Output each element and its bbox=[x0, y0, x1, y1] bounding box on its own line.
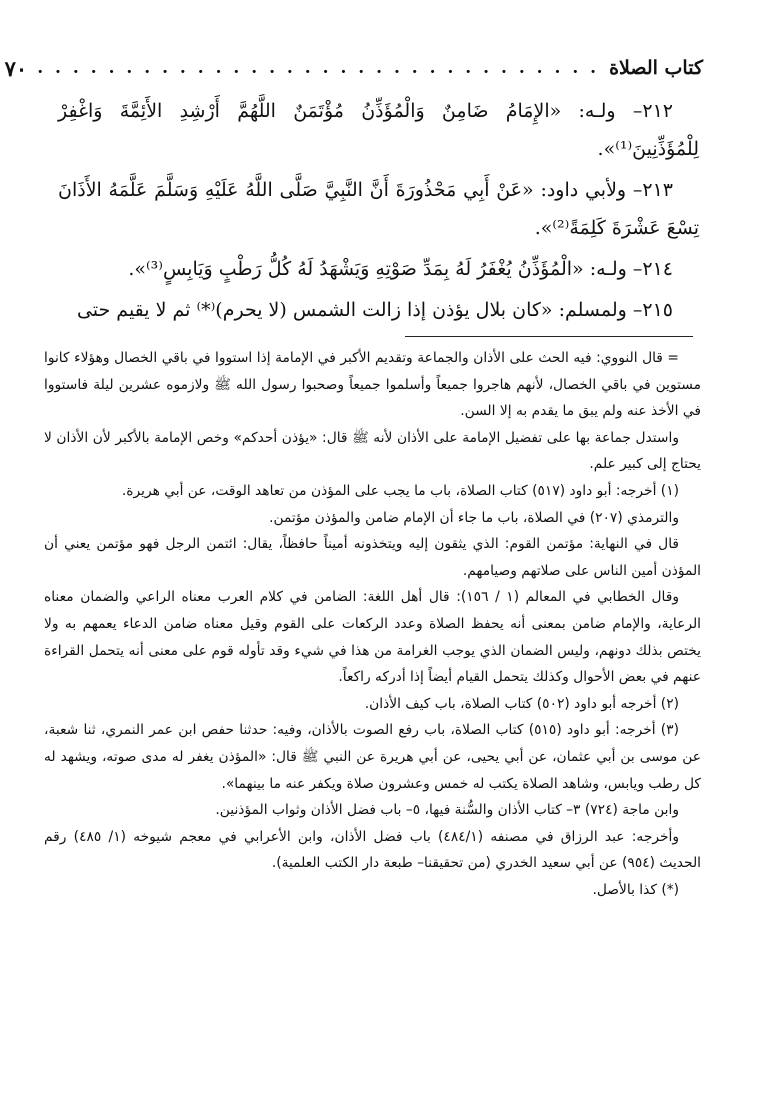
page-number: ٧٠ bbox=[4, 55, 28, 81]
book-title: كتاب الصلاة bbox=[609, 57, 703, 79]
hadith-213: ٢١٣– ولأبي داود: «عَنْ أَبِي مَحْذُورَةَ أَنَّ النَّبِيَّ صَلَّى اللَّهُ عَلَيْهِ وَسَلَّمَ عَلَّمَهُ الأَذَانَ تِسْعَ عَشْرَةَ كَلِمَةً⁽²⁾». bbox=[58, 179, 699, 239]
footnote-star: (*) كذا بالأصل. bbox=[592, 881, 679, 898]
main-text bbox=[58, 92, 699, 329]
footnote-1-nihaya: قال في النهاية: مؤتمن القوم: الذي يثقون إليه ويتخذونه أميناً حافظاً، يقال: ائتمن الرجل فهو مؤتمن يعني أن المؤذن أمين الناس على صلاتهم وصيامهم. bbox=[44, 536, 701, 579]
footnote-2: (٢) أخرجه أبو داود (٥٠٢) كتاب الصلاة، باب كيف الأذان. bbox=[364, 695, 679, 712]
footnote-1-tirmidhi: والترمذي (٢٠٧) في الصلاة، باب ما جاء أن الإمام ضامن والمؤذن مؤتمن. bbox=[269, 509, 679, 526]
footnote-continued-imama: واستدل جماعة بها على تفضيل الإمامة على الأذان لأنه ﷺ قال: «يؤذن أحدكم» وخص الإمامة بالأكبر لأن الأذان لا يحتاج إلى كبير علم. bbox=[44, 429, 701, 473]
footnote-1: (١) أخرجه: أبو داود (٥١٧) كتاب الصلاة، باب ما يجب على المؤذن من تعاهد الوقت، عن أبي هريرة. bbox=[121, 482, 679, 499]
footnote-1-khattabi: وقال الخطابي في المعالم (١ / ١٥٦): قال أهل اللغة: الضامن في كلام العرب معناه الراعي والضمان معناه الرعاية، والإمام ضامن بمعنى أنه يحفظ الصلاة وعدد الركعات على القوم وقيل معناه ضامن الدعاء يعمهم به ولا يختص بذلك دونهم، وليس الضمان الذي يوجب الغرامة من هذا في شيء وقد تأوله قوم على معنى أنه يتحمل القراءة عنهم في بعض الأحوال وكذلك يتحمل القيام أيضاً إذا أدركه راكعاً. bbox=[44, 589, 701, 686]
hadith-214: ٢١٤– ولـه: «الْمُؤَذِّنُ يُغْفَرُ لَهُ بِمَدِّ صَوْتِهِ وَيَشْهَدُ لَهُ كُلُّ رَطْبٍ وَيَابِسٍ⁽³⁾». bbox=[128, 258, 673, 280]
footnote-continued-nawawi: = قال النووي: فيه الحث على الأذان والجماعة وتقديم الأكبر في الإمامة إذا استووا في باقي الخصال وهؤلاء كانوا مستوين في باقي الخصال، لأنهم هاجروا جميعاً وأسلموا جميعاً وصحبوا رسول الله ﷺ ولازموه عشرين ليلة فاستووا في الأخذ عنه ولم يبق ما يقدم به إلا السن. bbox=[44, 350, 701, 420]
footnote-separator bbox=[405, 336, 693, 337]
footnote-3: (٣) أخرجه: أبو داود (٥١٥) كتاب الصلاة، باب رفع الصوت بالأذان، وفيه: حدثنا حفص ابن عمر النمري، ثنا شعبة، عن موسى بن أبي عثمان، عن أبي يحيى، عن أبي هريرة عن النبي ﷺ قال: «المؤذن يغفر له مدى صوته، ويشهد له كل رطب ويابس، وشاهد الصلاة يكتب له خمس وعشرون صلاة ويكفر عنه ما بينهما». bbox=[44, 722, 701, 792]
header-leader-dots: . . . . . . . . . . . . . . . . . . . . . . . . . . . . . . . . bbox=[37, 58, 600, 78]
footnote-3-ibn-majah: وابن ماجة (٧٢٤) ٣– كتاب الأذان والسُّنة فيها، ٥– باب فضل الأذان وثواب المؤذنين. bbox=[215, 802, 679, 819]
footnote-3-abd-al-razzaq: وأخرجه: عبد الرزاق في مصنفه (٤٨٤/١) باب فضل الأذان، وابن الأعرابي في معجم شيوخه (١/ ٤٨٥) رقم الحديث (٩٥٤) عن أبي سعيد الخدري (من تحقيقنا– طبعة دار الكتب العلمية). bbox=[44, 828, 701, 872]
running-header bbox=[4, 52, 703, 84]
hadith-215: ٢١٥– ولمسلم: «كان بلال يؤذن إذا زالت الشمس (لا يحرم)⁽*⁾ ثم لا يقيم حتى bbox=[76, 299, 673, 321]
footnotes bbox=[44, 345, 701, 903]
hadith-212: ٢١٢– ولـه: «الإِمَامُ ضَامِنٌ وَالْمُؤَذِّنُ مُؤْتَمَنٌ اللَّهُمَّ أَرْشِدِ الأَئِمَّةَ وَاغْفِرْ لِلْمُؤَذِّنِينَ⁽¹⁾». bbox=[58, 100, 699, 160]
